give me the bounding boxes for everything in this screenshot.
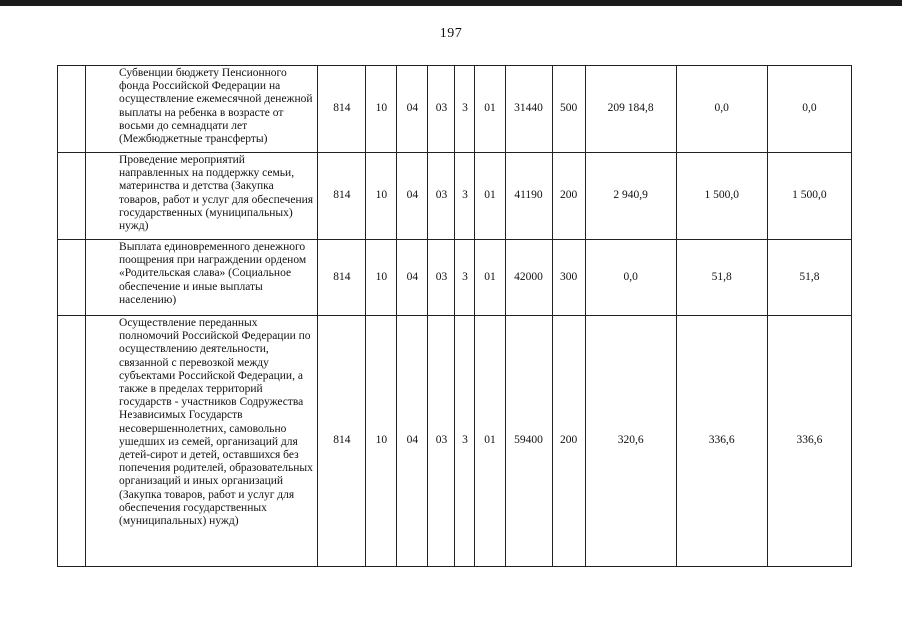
subsection-cell: 04 [397, 153, 428, 240]
description-cell: Выплата единовременного денежного поощрения при награждении орденом «Родительская слава» (Социальное обеспечение и иные выплаты населению) [86, 240, 318, 316]
budget-table [57, 65, 852, 567]
direction-cell: 31440 [505, 66, 552, 153]
program-cell: 03 [428, 240, 455, 316]
amount-3-cell: 51,8 [767, 240, 851, 316]
description-cell: Осуществление переданных полномочий Российской Федерации по осуществлению деятельности, связанной с перевозкой между субъектами Российской Федерации, а также в пределах территорий государств - участников Содружества Независимых Государств несовершеннолетних, самовольно ушедших из семей, организаций для детей-сирот и детей, оставшихся без попечения родителей, образовательных организаций и иных организаций (Закупка товаров, работ и услуг для обеспечения государственных (муниципальных) нужд) [86, 316, 318, 567]
page-number: 197 [439, 26, 463, 41]
program-cell: 03 [428, 66, 455, 153]
subsection-cell: 04 [397, 240, 428, 316]
top-rule [0, 0, 902, 6]
section-cell: 10 [366, 153, 397, 240]
program-cell: 03 [428, 153, 455, 240]
row-marker-cell [58, 240, 86, 316]
event-cell: 01 [475, 153, 505, 240]
amount-1-cell: 320,6 [585, 316, 676, 567]
expense-type-cell: 200 [552, 316, 585, 567]
amount-2-cell: 1 500,0 [676, 153, 767, 240]
section-cell: 10 [366, 240, 397, 316]
subprogram-cell: 3 [455, 153, 475, 240]
section-cell: 10 [366, 316, 397, 567]
description-cell: Проведение мероприятий направленных на поддержку семьи, материнства и детства (Закупка товаров, работ и услуг для обеспечения государственных (муниципальных) нужд) [86, 153, 318, 240]
event-cell: 01 [475, 240, 505, 316]
description-cell: Субвенции бюджету Пенсионного фонда Российской Федерации на осуществление ежемесячной денежной выплаты на ребенка в возрасте от восьми до семнадцати лет (Межбюджетные трансферты) [86, 66, 318, 153]
subprogram-cell: 3 [455, 316, 475, 567]
amount-2-cell: 0,0 [676, 66, 767, 153]
subsection-cell: 04 [397, 66, 428, 153]
table-row [58, 240, 852, 316]
code-main-cell: 814 [318, 66, 366, 153]
code-main-cell: 814 [318, 153, 366, 240]
direction-cell: 59400 [505, 316, 552, 567]
event-cell: 01 [475, 66, 505, 153]
direction-cell: 41190 [505, 153, 552, 240]
row-marker-cell [58, 316, 86, 567]
amount-3-cell: 0,0 [767, 66, 851, 153]
amount-2-cell: 51,8 [676, 240, 767, 316]
table-row [58, 153, 852, 240]
program-cell: 03 [428, 316, 455, 567]
subprogram-cell: 3 [455, 240, 475, 316]
expense-type-cell: 200 [552, 153, 585, 240]
amount-1-cell: 2 940,9 [585, 153, 676, 240]
code-main-cell: 814 [318, 240, 366, 316]
row-marker-cell [58, 66, 86, 153]
amount-2-cell: 336,6 [676, 316, 767, 567]
amount-3-cell: 336,6 [767, 316, 851, 567]
table-row [58, 316, 852, 567]
code-main-cell: 814 [318, 316, 366, 567]
amount-1-cell: 0,0 [585, 240, 676, 316]
amount-3-cell: 1 500,0 [767, 153, 851, 240]
event-cell: 01 [475, 316, 505, 567]
expense-type-cell: 300 [552, 240, 585, 316]
direction-cell: 42000 [505, 240, 552, 316]
table-row [58, 66, 852, 153]
row-marker-cell [58, 153, 86, 240]
subprogram-cell: 3 [455, 66, 475, 153]
section-cell: 10 [366, 66, 397, 153]
subsection-cell: 04 [397, 316, 428, 567]
expense-type-cell: 500 [552, 66, 585, 153]
amount-1-cell: 209 184,8 [585, 66, 676, 153]
